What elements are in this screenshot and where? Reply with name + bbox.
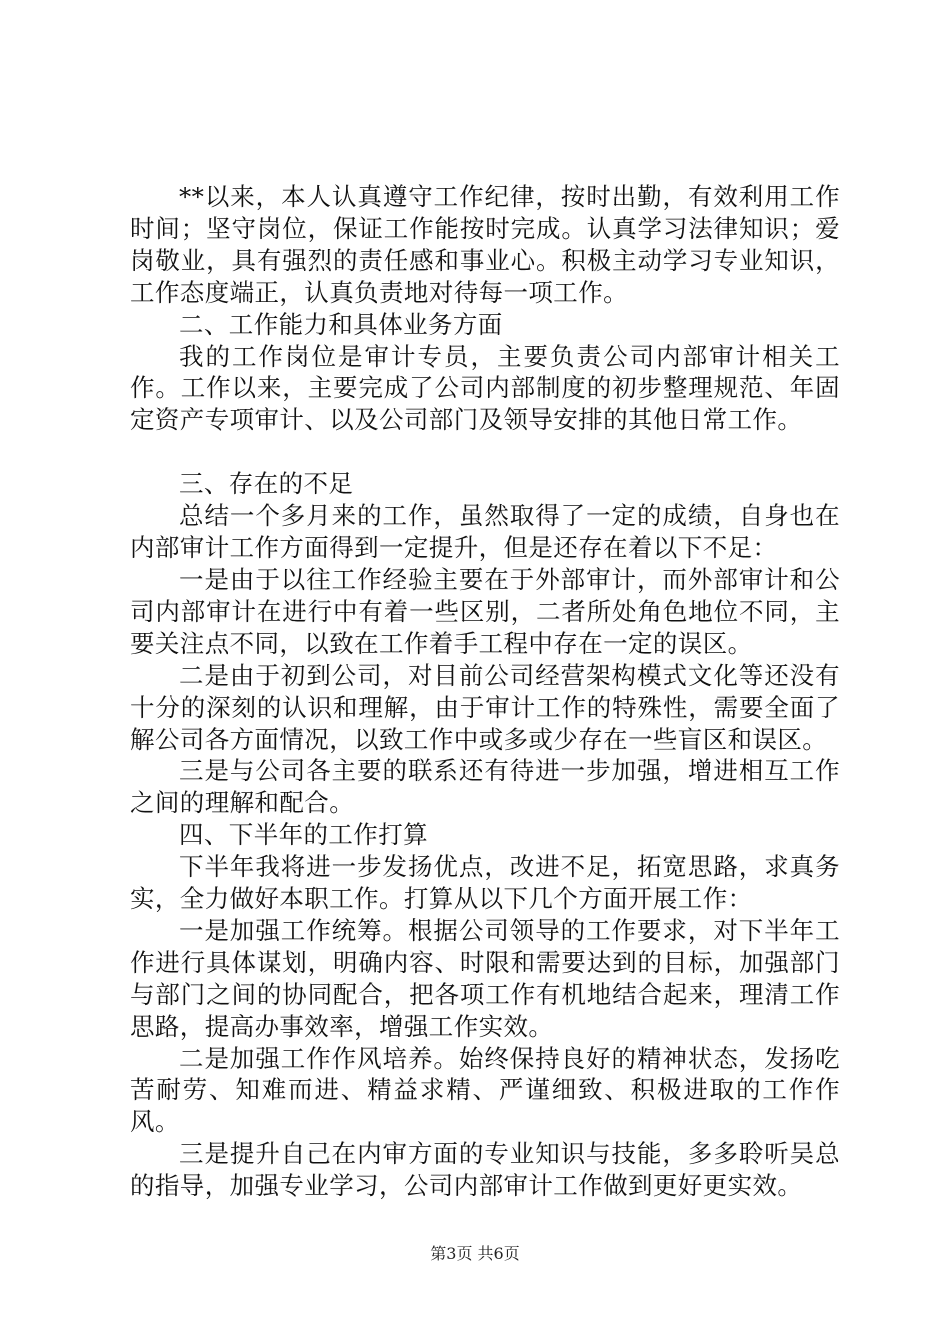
paragraph-plan-3: 三是提升自己在内审方面的专业知识与技能，多多聆听吴总的指导，加强专业学习，公司内部审计工作做到更好更实效。 [130,1139,840,1201]
paragraph-plan-1: 一是加强工作统筹。根据公司领导的工作要求，对下半年工作进行具体谋划，明确内容、时限和需要达到的目标，加强部门与部门之间的协同配合，把各项工作有机地结合起来，理清工作思路，提高办事效率，增强工作实效。 [130,915,840,1041]
document-body [130,181,840,1202]
section-heading-ability: 二、工作能力和具体业务方面 [179,309,503,339]
paragraph-work-discipline: **以来，本人认真遵守工作纪律，按时出勤，有效利用工作时间；坚守岗位，保证工作能按时完成。认真学习法律知识；爱岗敬业，具有强烈的责任感和事业心。积极主动学习专业知识，工作态度端正，认真负责地对待每一项工作。 [130,182,840,307]
paragraph-gap [130,436,840,468]
paragraph-job-role: 我的工作岗位是审计专员，主要负责公司内部审计相关工作。工作以来，主要完成了公司内部制度的初步整理规范、年固定资产专项审计、以及公司部门及领导安排的其他日常工作。 [130,341,840,435]
page-footer: 第3页 共6页 [430,1244,520,1263]
paragraph-shortcoming-2: 二是由于初到公司，对目前公司经营架构模式文化等还没有十分的深刻的认识和理解，由于审计工作的特殊性，需要全面了解公司各方面情况，以致工作中或多或少存在一些盲区和误区。 [130,660,840,754]
paragraph-summary: 总结一个多月来的工作，虽然取得了一定的成绩，自身也在内部审计工作方面得到一定提升，但是还存在着以下不足： [130,501,840,563]
paragraph-shortcoming-3: 三是与公司各主要的联系还有待进一步加强，增进相互工作之间的理解和配合。 [130,756,840,818]
section-heading-plan: 四、下半年的工作打算 [179,820,428,850]
section-heading-shortcomings: 三、存在的不足 [179,469,354,499]
paragraph-plan-2: 二是加强工作作风培养。始终保持良好的精神状态，发扬吃苦耐劳、知难而进、精益求精、严谨细致、积极进取的工作作风。 [130,1043,840,1137]
paragraph-shortcoming-1: 一是由于以往工作经验主要在于外部审计，而外部审计和公司内部审计在进行中有着一些区别，二者所处角色地位不同，主要关注点不同，以致在工作着手工程中存在一定的误区。 [130,564,840,658]
paragraph-plan-intro: 下半年我将进一步发扬优点，改进不足，拓宽思路，求真务实，全力做好本职工作。打算从以下几个方面开展工作： [130,852,840,914]
